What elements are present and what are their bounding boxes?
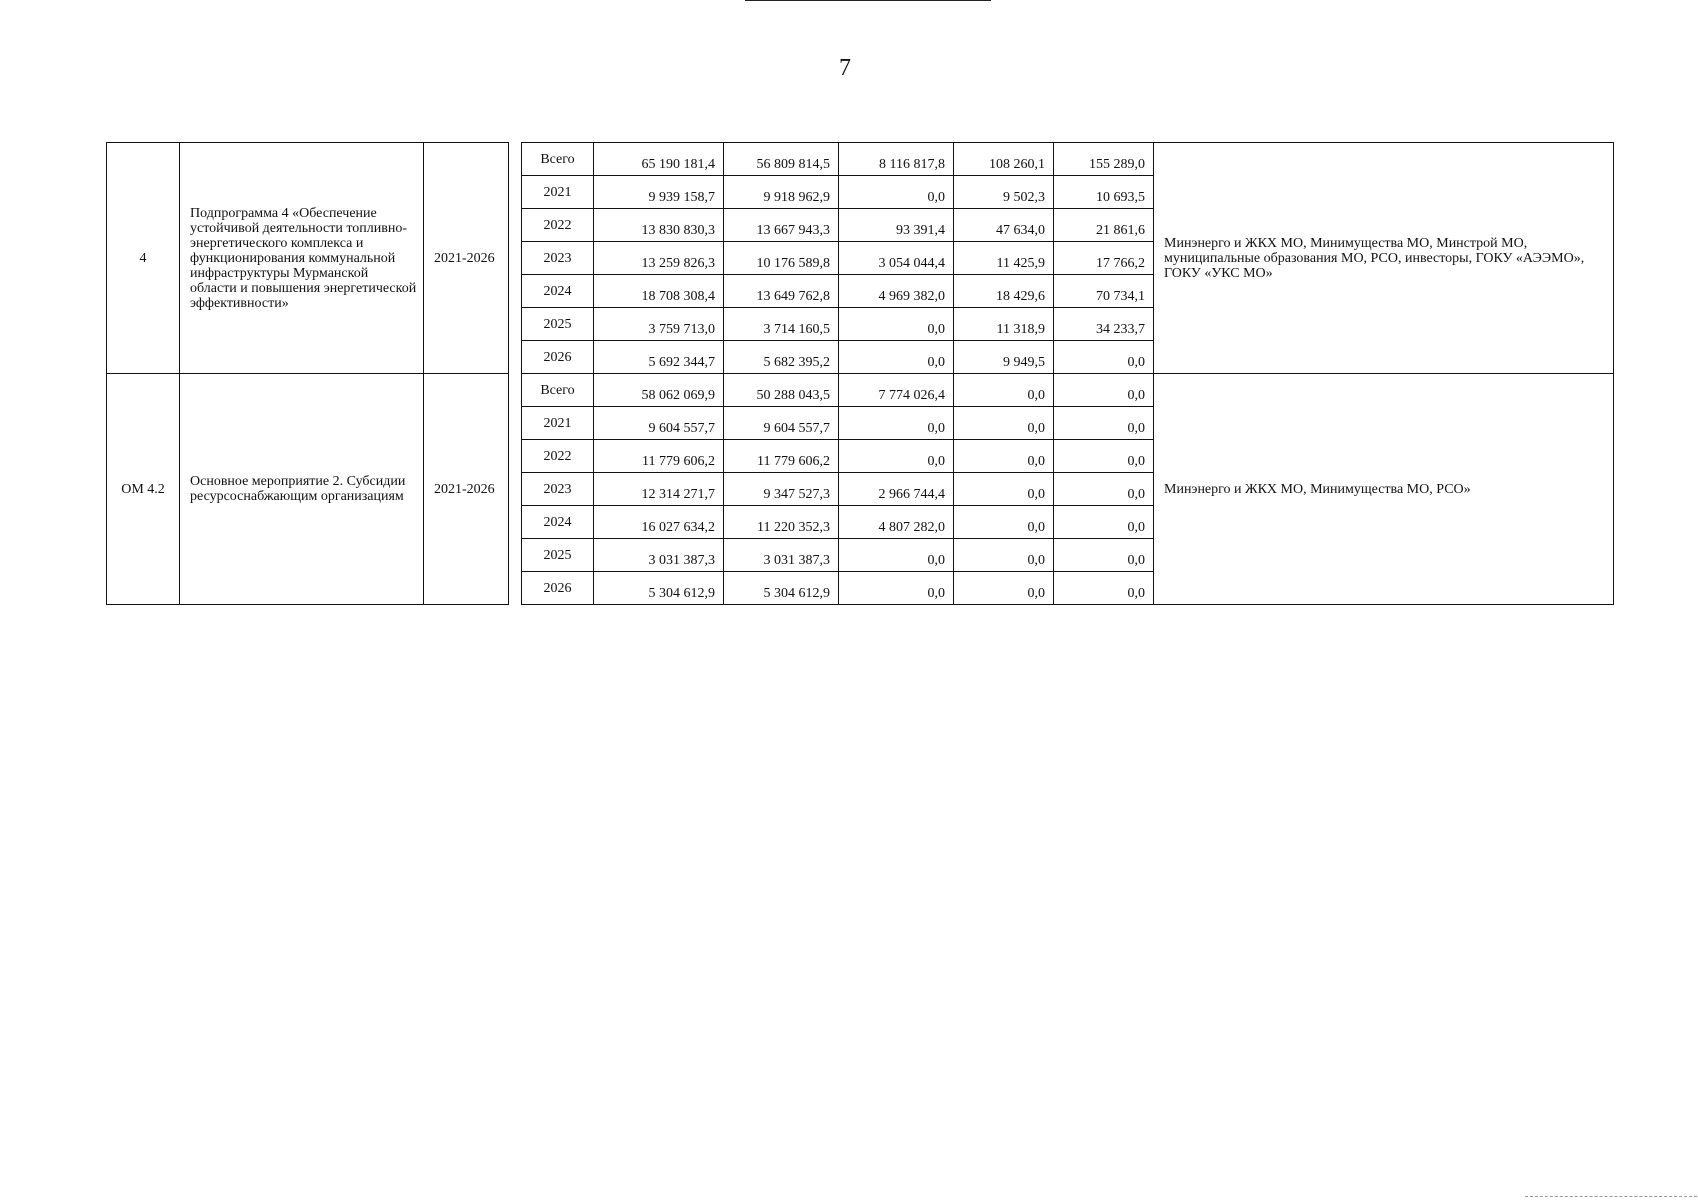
local-budget-cell: 47 634,0 [954, 209, 1054, 242]
other-sources-cell: 0,0 [1054, 407, 1154, 440]
regional-budget-cell: 3 714 160,5 [724, 308, 839, 341]
total-cell: 65 190 181,4 [594, 143, 724, 176]
federal-budget-cell: 0,0 [839, 407, 954, 440]
federal-budget-cell: 0,0 [839, 440, 954, 473]
local-budget-cell: 11 318,9 [954, 308, 1054, 341]
other-sources-cell: 155 289,0 [1054, 143, 1154, 176]
total-cell: 3 031 387,3 [594, 539, 724, 572]
federal-budget-cell: 2 966 744,4 [839, 473, 954, 506]
other-sources-cell: 0,0 [1054, 539, 1154, 572]
regional-budget-cell: 9 918 962,9 [724, 176, 839, 209]
federal-budget-cell: 0,0 [839, 308, 954, 341]
federal-budget-cell: 0,0 [839, 572, 954, 605]
section-name: Подпрограмма 4 «Обеспечение устойчивой деятельности топливно-энергетического комплекса и функционирования коммунальной инфраструктуры Мурманской области и повышения энергетической эффективности» [180, 143, 424, 374]
other-sources-cell: 0,0 [1054, 572, 1154, 605]
section-period: 2021-2026 [424, 374, 509, 605]
local-budget-cell: 0,0 [954, 407, 1054, 440]
total-cell: 9 939 158,7 [594, 176, 724, 209]
year-cell: 2021 [522, 407, 594, 440]
section-number: 4 [107, 143, 180, 374]
federal-budget-cell: 0,0 [839, 539, 954, 572]
year-cell: 2023 [522, 473, 594, 506]
total-cell: 12 314 271,7 [594, 473, 724, 506]
section-number: ОМ 4.2 [107, 374, 180, 605]
total-cell: 9 604 557,7 [594, 407, 724, 440]
table-row [107, 374, 1614, 407]
top-rule [745, 0, 991, 1]
regional-budget-cell: 9 604 557,7 [724, 407, 839, 440]
other-sources-cell: 17 766,2 [1054, 242, 1154, 275]
local-budget-cell: 0,0 [954, 473, 1054, 506]
year-cell: 2021 [522, 176, 594, 209]
year-cell: 2026 [522, 572, 594, 605]
year-cell: 2024 [522, 275, 594, 308]
local-budget-cell: 0,0 [954, 572, 1054, 605]
total-cell: 18 708 308,4 [594, 275, 724, 308]
other-sources-cell: 0,0 [1054, 506, 1154, 539]
federal-budget-cell: 4 807 282,0 [839, 506, 954, 539]
year-cell: 2025 [522, 308, 594, 341]
year-cell: Всего [522, 374, 594, 407]
regional-budget-cell: 3 031 387,3 [724, 539, 839, 572]
page-number: 7 [839, 55, 851, 81]
section-executors: Минэнерго и ЖКХ МО, Минимущества МО, РСО» [1154, 374, 1614, 605]
other-sources-cell: 34 233,7 [1054, 308, 1154, 341]
regional-budget-cell: 9 347 527,3 [724, 473, 839, 506]
local-budget-cell: 0,0 [954, 539, 1054, 572]
other-sources-cell: 0,0 [1054, 440, 1154, 473]
section-name: Основное мероприятие 2. Субсидии ресурсоснабжающим организациям [180, 374, 424, 605]
local-budget-cell: 18 429,6 [954, 275, 1054, 308]
local-budget-cell: 0,0 [954, 374, 1054, 407]
other-sources-cell: 21 861,6 [1054, 209, 1154, 242]
regional-budget-cell: 5 304 612,9 [724, 572, 839, 605]
total-cell: 13 259 826,3 [594, 242, 724, 275]
local-budget-cell: 9 502,3 [954, 176, 1054, 209]
other-sources-cell: 0,0 [1054, 374, 1154, 407]
federal-budget-cell: 0,0 [839, 341, 954, 374]
federal-budget-cell: 0,0 [839, 176, 954, 209]
other-sources-cell: 10 693,5 [1054, 176, 1154, 209]
local-budget-cell: 0,0 [954, 506, 1054, 539]
other-sources-cell: 0,0 [1054, 473, 1154, 506]
regional-budget-cell: 10 176 589,8 [724, 242, 839, 275]
regional-budget-cell: 11 220 352,3 [724, 506, 839, 539]
local-budget-cell: 0,0 [954, 440, 1054, 473]
local-budget-cell: 9 949,5 [954, 341, 1054, 374]
total-cell: 3 759 713,0 [594, 308, 724, 341]
program-table [106, 142, 1614, 605]
total-cell: 5 304 612,9 [594, 572, 724, 605]
total-cell: 5 692 344,7 [594, 341, 724, 374]
cell-gap [509, 374, 522, 605]
regional-budget-cell: 5 682 395,2 [724, 341, 839, 374]
regional-budget-cell: 13 649 762,8 [724, 275, 839, 308]
federal-budget-cell: 3 054 044,4 [839, 242, 954, 275]
total-cell: 58 062 069,9 [594, 374, 724, 407]
federal-budget-cell: 8 116 817,8 [839, 143, 954, 176]
section-executors: Минэнерго и ЖКХ МО, Минимущества МО, Минстрой МО, муниципальные образования МО, РСО, инвесторы, ГОКУ «АЭЭМО», ГОКУ «УКС МО» [1154, 143, 1614, 374]
regional-budget-cell: 11 779 606,2 [724, 440, 839, 473]
federal-budget-cell: 93 391,4 [839, 209, 954, 242]
year-cell: 2024 [522, 506, 594, 539]
other-sources-cell: 70 734,1 [1054, 275, 1154, 308]
total-cell: 11 779 606,2 [594, 440, 724, 473]
federal-budget-cell: 4 969 382,0 [839, 275, 954, 308]
federal-budget-cell: 7 774 026,4 [839, 374, 954, 407]
year-cell: 2023 [522, 242, 594, 275]
local-budget-cell: 108 260,1 [954, 143, 1054, 176]
year-cell: 2026 [522, 341, 594, 374]
corner-mark [1525, 1196, 1697, 1197]
total-cell: 16 027 634,2 [594, 506, 724, 539]
regional-budget-cell: 13 667 943,3 [724, 209, 839, 242]
regional-budget-cell: 50 288 043,5 [724, 374, 839, 407]
cell-gap [509, 143, 522, 374]
year-cell: 2025 [522, 539, 594, 572]
other-sources-cell: 0,0 [1054, 341, 1154, 374]
local-budget-cell: 11 425,9 [954, 242, 1054, 275]
table-row [107, 143, 1614, 176]
year-cell: 2022 [522, 440, 594, 473]
year-cell: 2022 [522, 209, 594, 242]
regional-budget-cell: 56 809 814,5 [724, 143, 839, 176]
section-period: 2021-2026 [424, 143, 509, 374]
year-cell: Всего [522, 143, 594, 176]
total-cell: 13 830 830,3 [594, 209, 724, 242]
